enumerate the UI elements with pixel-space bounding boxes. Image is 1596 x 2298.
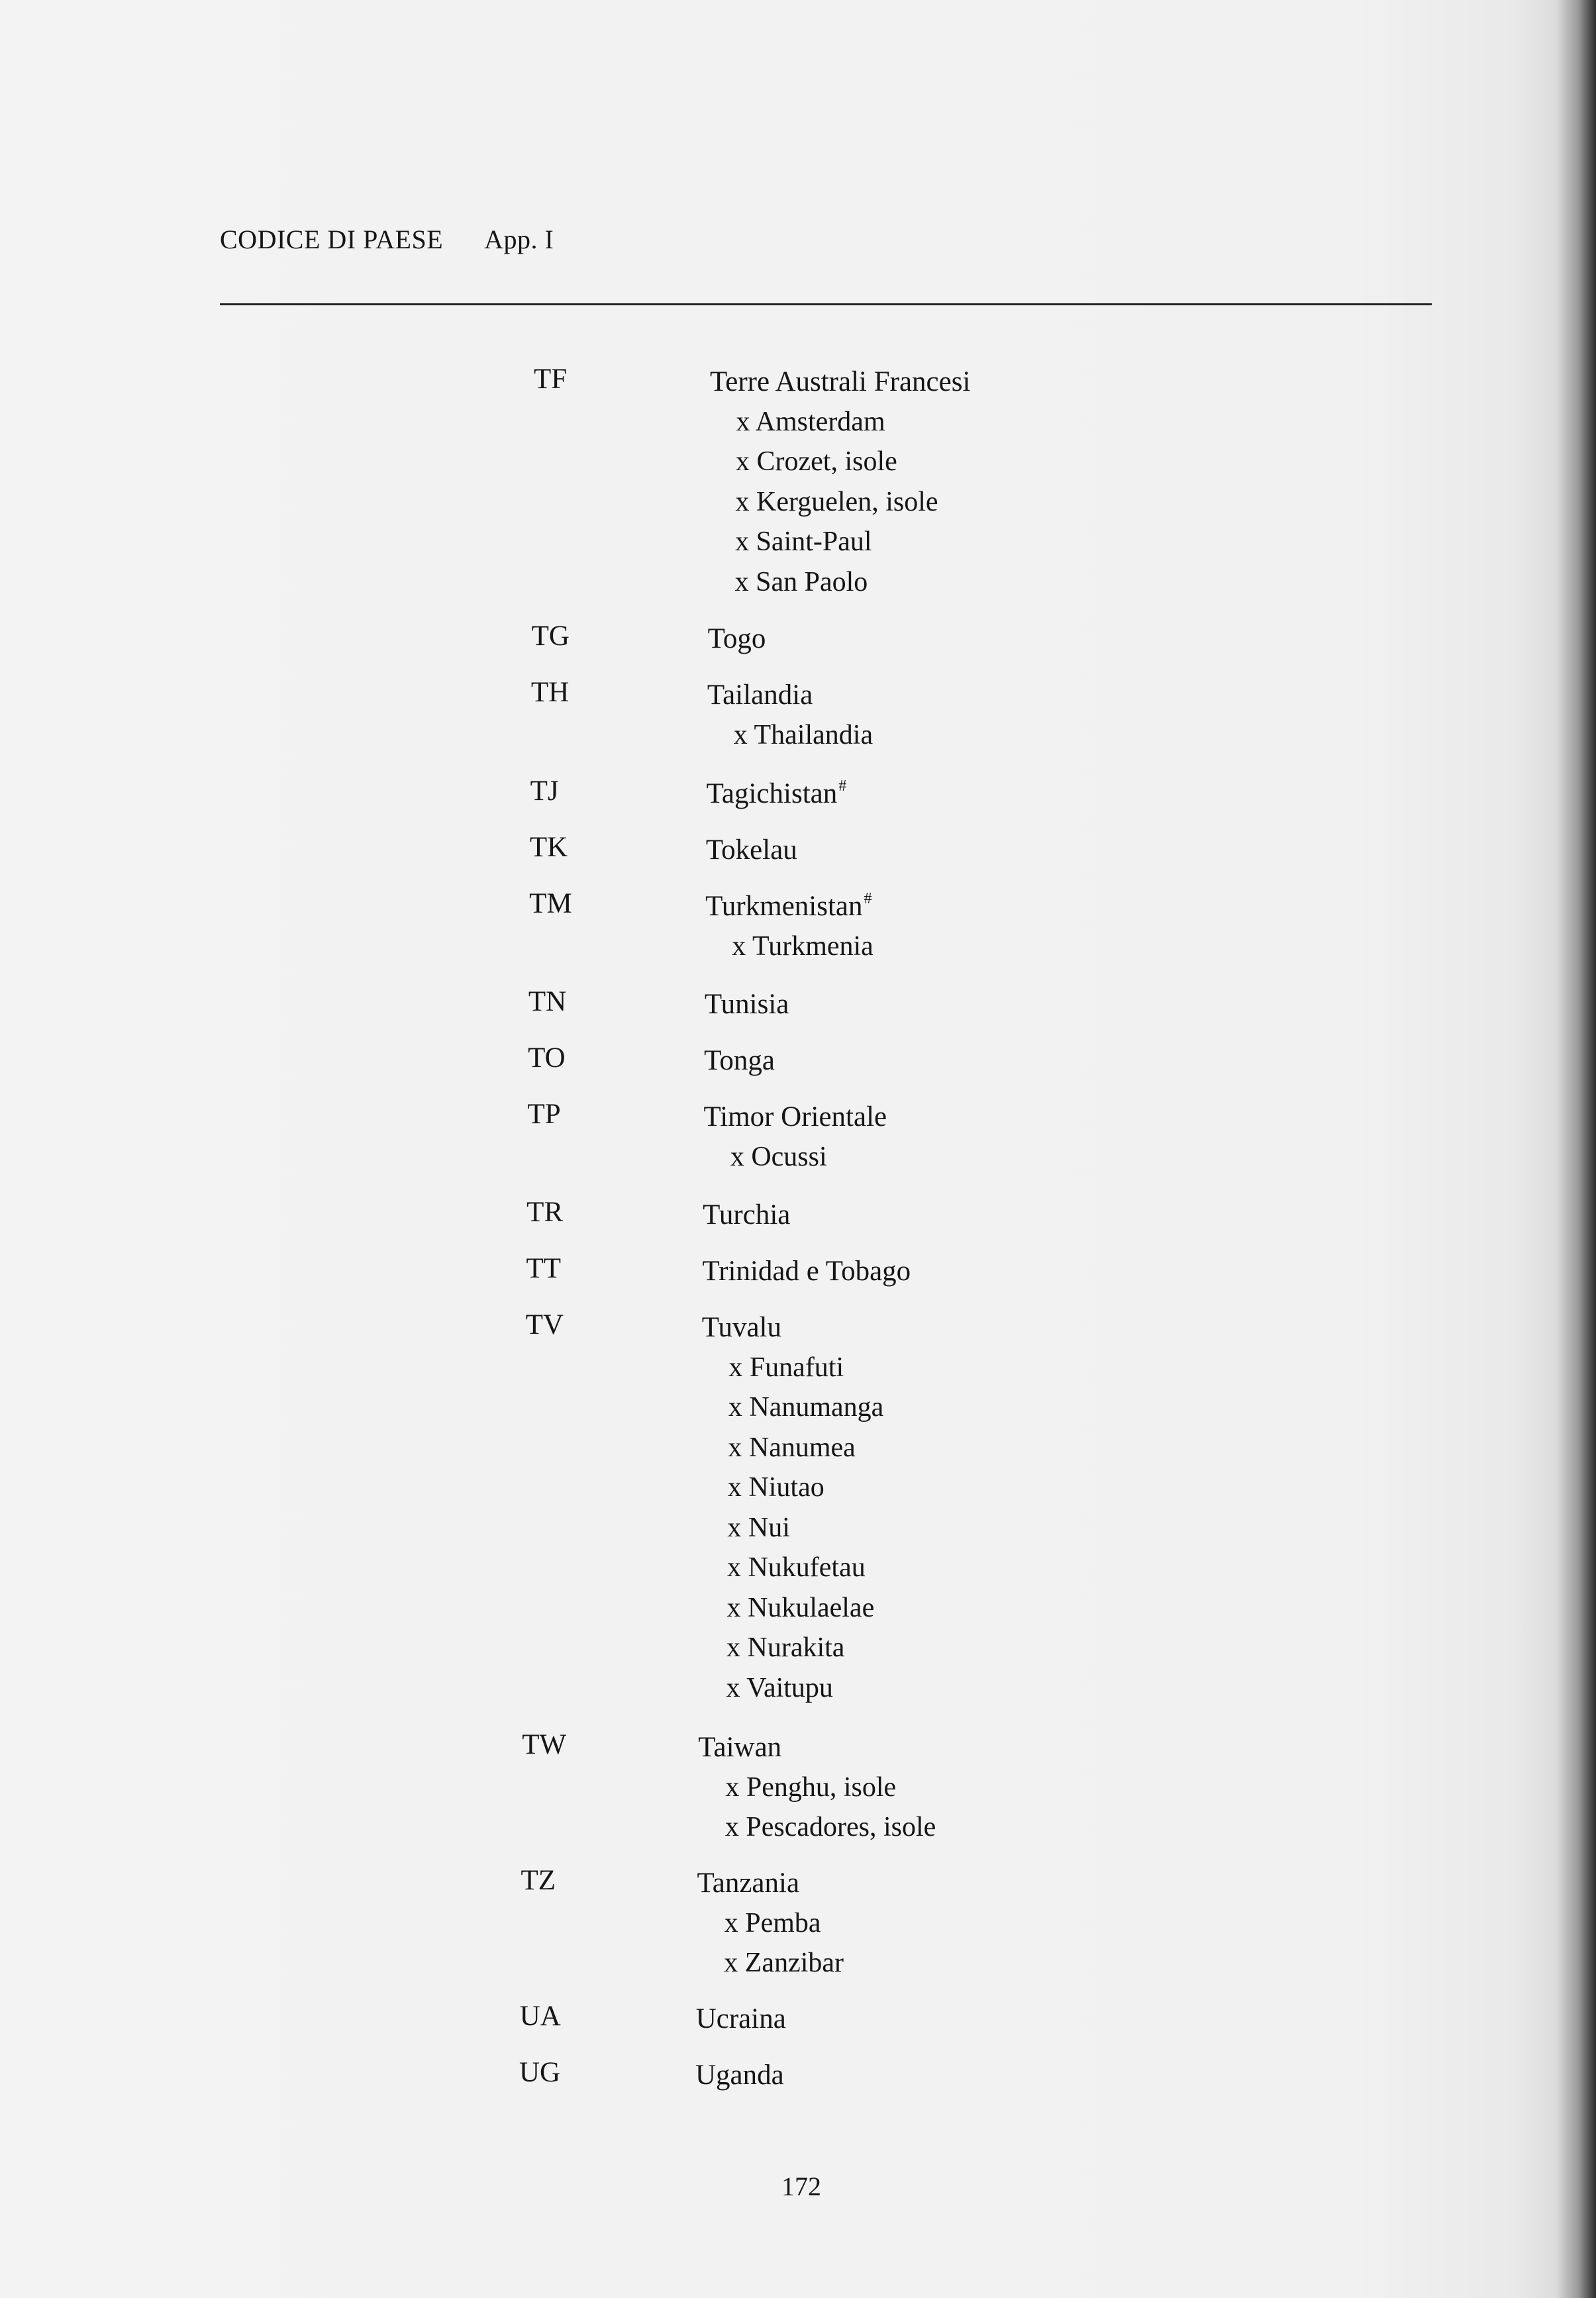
alternative-name: x Ocussi	[730, 1141, 827, 1172]
country-code: TG	[531, 621, 570, 652]
country-code: TP	[527, 1099, 561, 1130]
country-name: Tuvalu	[701, 1312, 781, 1343]
country-name: Togo	[707, 623, 766, 654]
country-name: Timor Orientale	[703, 1101, 887, 1132]
country-code: TV	[525, 1309, 564, 1340]
country-name: Tunisia	[704, 989, 789, 1020]
footnote-mark: #	[864, 890, 872, 907]
country-code: TH	[530, 677, 570, 708]
alternative-name: x Crozet, isole	[736, 446, 897, 477]
country-name: Tonga	[704, 1045, 775, 1076]
alternative-name: x Vaitupu	[726, 1672, 833, 1703]
country-code: TJ	[530, 775, 559, 807]
country-name: Ucraina	[695, 2003, 786, 2034]
country-code: TN	[528, 986, 567, 1017]
alternative-name: x San Paolo	[734, 566, 868, 597]
country-name: Trinidad e Tobago	[702, 1256, 911, 1287]
alternative-name: x Saint-Paul	[735, 526, 872, 557]
country-code: TK	[529, 832, 568, 863]
running-header	[220, 224, 554, 255]
alternative-name: x Nanumanga	[728, 1392, 884, 1423]
alternative-name: x Pescadores, isole	[724, 1812, 936, 1842]
alternative-name: x Nanumea	[728, 1432, 856, 1463]
country-code: TW	[522, 1729, 567, 1760]
country-name: Tagichistan#	[706, 777, 847, 809]
country-code: TT	[526, 1253, 561, 1284]
book-binding-shadow	[1556, 0, 1596, 2298]
country-code: UA	[519, 2001, 561, 2032]
header-rule	[220, 303, 1432, 305]
country-code: TZ	[521, 1865, 556, 1896]
alternative-name: x Penghu, isole	[725, 1772, 897, 1803]
alternative-name: x Nukufetau	[726, 1552, 866, 1583]
header-appendix: App. I	[484, 225, 554, 254]
country-code: TR	[526, 1197, 564, 1228]
country-name: Turkmenistan#	[705, 890, 872, 922]
alternative-name: x Nukulaelae	[726, 1592, 875, 1623]
alternative-name: x Funafuti	[728, 1352, 844, 1383]
alternative-name: x Pemba	[724, 1907, 821, 1938]
alternative-name: x Thailandia	[733, 719, 873, 750]
header-title: CODICE DI PAESE	[220, 225, 444, 254]
page-number: 172	[781, 2172, 821, 2201]
country-name: Turchia	[703, 1199, 791, 1230]
country-name: Terre Australi Francesi	[710, 366, 971, 397]
country-name: Tanzania	[697, 1868, 800, 1899]
alternative-name: x Turkmenia	[732, 930, 873, 962]
alternative-name: x Kerguelen, isole	[735, 486, 938, 517]
country-code: TF	[534, 364, 568, 395]
alternative-name: x Zanzibar	[724, 1948, 844, 1978]
footnote-mark: #	[838, 777, 847, 795]
alternative-name: x Nurakita	[726, 1632, 845, 1663]
country-name: Tailandia	[707, 679, 813, 711]
country-code: TO	[528, 1042, 566, 1074]
alternative-name: x Niutao	[727, 1472, 824, 1503]
alternative-name: x Amsterdam	[736, 406, 885, 437]
country-code: UG	[519, 2057, 561, 2088]
country-name: Tokelau	[705, 834, 797, 866]
alternative-name: x Nui	[727, 1512, 790, 1543]
country-name: Uganda	[695, 2060, 784, 2091]
country-code: TM	[529, 888, 572, 919]
country-name: Taiwan	[698, 1732, 782, 1763]
